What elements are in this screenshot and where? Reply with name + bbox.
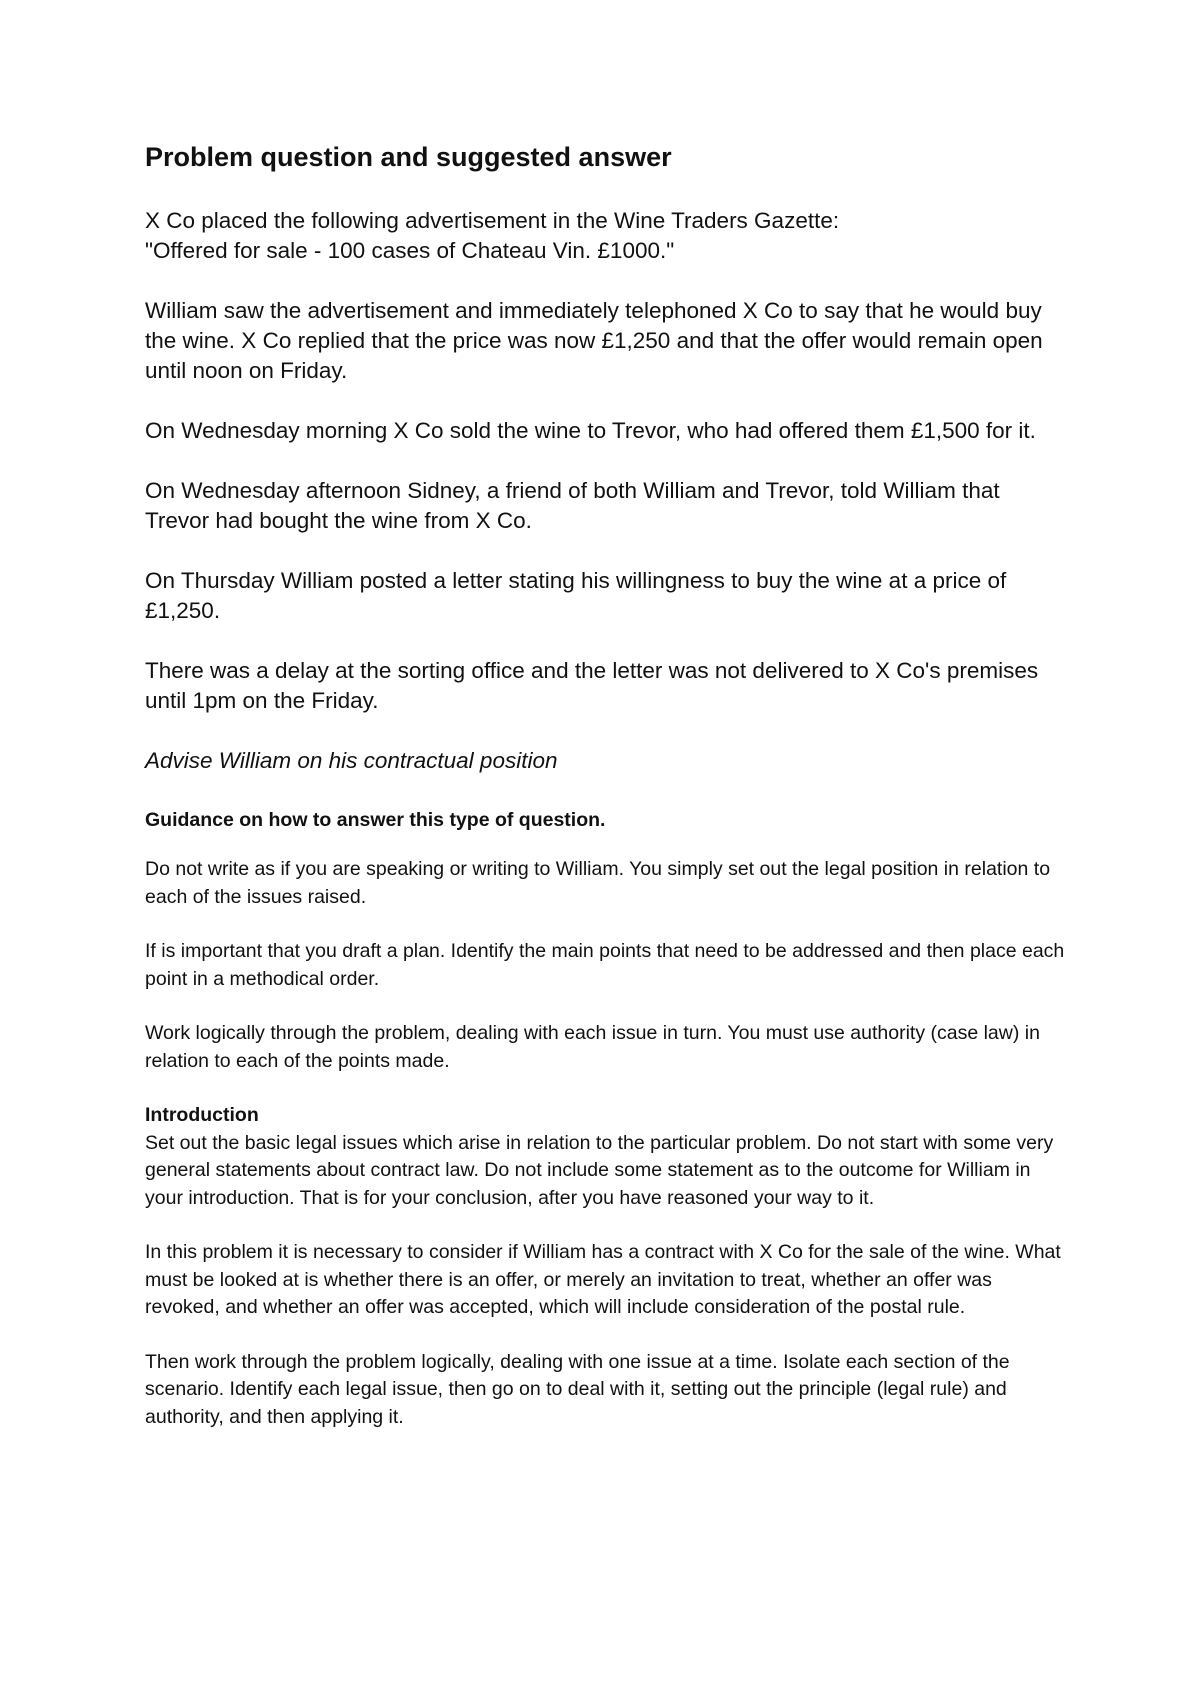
- advertisement-intro: X Co placed the following advertisement in the Wine Traders Gazette:: [145, 208, 840, 233]
- document-page: [145, 140, 1065, 1458]
- scenario-paragraph-3: On Wednesday afternoon Sidney, a friend of both William and Trevor, told William that Trevor had bought the wine from X Co.: [145, 478, 1000, 533]
- scenario-paragraph-1: William saw the advertisement and immediately telephoned X Co to say that he would buy the wine. X Co replied that the price was now £1,250 and that the offer would remain open until noon on Friday.: [145, 298, 1043, 383]
- introduction-text: Set out the basic legal issues which arise in relation to the particular problem. Do not start with some very general statements about contract law. Do not include some statement as to the outcome for William in your introduction. That is for your conclusion, after you have reasoned your way to it.: [145, 1131, 1054, 1209]
- guidance-paragraph-5: In this problem it is necessary to consider if William has a contract with X Co for the sale of the wine. What must be looked at is whether there is an offer, or merely an invitation to treat, whether an offer was revoked, and whether an offer was accepted, which will include consideration of the postal rule.: [145, 1241, 1061, 1318]
- guidance-paragraph-6: Then work through the problem logically, dealing with one issue at a time. Isolate each section of the scenario. Identify each legal issue, then go on to deal with it, setting out the principle (legal rule) and authority, and then applying it.: [145, 1350, 1010, 1428]
- advertisement-paragraph: [145, 206, 1065, 266]
- advertisement-quote: "Offered for sale - 100 cases of Chateau Vin. £1000.": [145, 238, 675, 263]
- introduction-section: [145, 1102, 1065, 1212]
- page-title: Problem question and suggested answer: [145, 142, 672, 172]
- question-instruction: Advise William on his contractual position: [145, 748, 558, 773]
- guidance-paragraph-3: Work logically through the problem, dealing with each issue in turn. You must use authority (case law) in relation to each of the points made.: [145, 1022, 1040, 1072]
- scenario-paragraph-4: On Thursday William posted a letter stating his willingness to buy the wine at a price of £1,250.: [145, 568, 1007, 623]
- introduction-heading: Introduction: [145, 1104, 259, 1126]
- guidance-heading: Guidance on how to answer this type of question.: [145, 809, 606, 831]
- guidance-paragraph-2: If is important that you draft a plan. Identify the main points that need to be addressed and then place each point in a methodical order.: [145, 940, 1065, 990]
- scenario-paragraph-5: There was a delay at the sorting office and the letter was not delivered to X Co's premises until 1pm on the Friday.: [145, 658, 1039, 713]
- scenario-paragraph-2: On Wednesday morning X Co sold the wine to Trevor, who had offered them £1,500 for it.: [145, 418, 1036, 443]
- guidance-paragraph-1: Do not write as if you are speaking or writing to William. You simply set out the legal position in relation to each of the issues raised.: [145, 858, 1051, 908]
